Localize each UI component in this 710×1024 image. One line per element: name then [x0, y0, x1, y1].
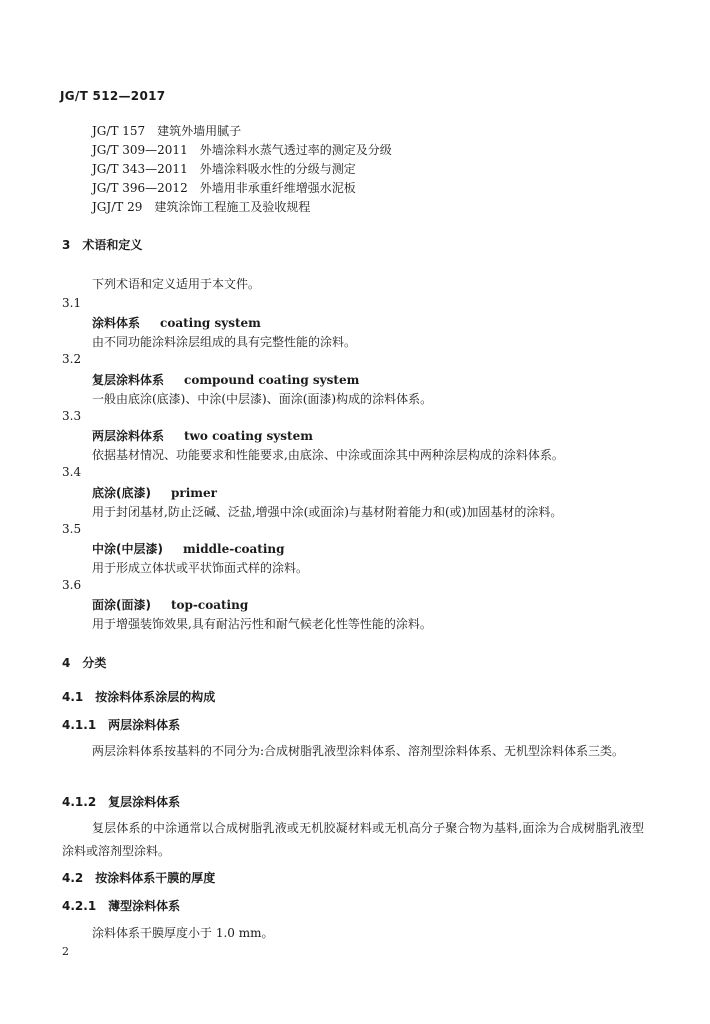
term-definition: 依据基材情况、功能要求和性能要求,由底涂、中涂或面涂其中两种涂层构成的涂料体系。	[92, 448, 564, 462]
term-zh: 复层涂料体系	[92, 373, 165, 387]
paragraph: 涂料体系干膜厚度小于 1.0 mm。	[92, 926, 274, 940]
term-definition: 一般由底涂(底漆)、中涂(中层漆)、面涂(面漆)构成的涂料体系。	[92, 392, 433, 406]
term-title	[92, 427, 313, 444]
term-definition: 用于增强装饰效果,具有耐沾污性和耐气候老化性等性能的涂料。	[92, 617, 432, 631]
subsection-heading: 4.2.1 薄型涂料体系	[62, 899, 181, 913]
term-title	[92, 596, 248, 613]
term-en: coating system	[160, 316, 261, 330]
reference-item: JGJ/T 29 建筑涂饰工程施工及验收规程	[92, 200, 311, 214]
term-en: compound coating system	[184, 373, 360, 387]
subsection-heading: 4.2 按涂料体系干膜的厚度	[62, 871, 216, 885]
term-en: middle-coating	[182, 542, 285, 556]
section-heading: 4 分类	[62, 656, 107, 670]
term-zh: 中涂(中层漆)	[92, 542, 163, 556]
term-en: two coating system	[184, 429, 313, 443]
term-title	[92, 540, 285, 557]
term-zh: 面涂(面漆)	[92, 598, 151, 612]
term-number: 3.3	[62, 409, 82, 423]
subsection-heading: 4.1 按涂料体系涂层的构成	[62, 690, 216, 704]
term-en: primer	[170, 486, 217, 500]
term-title	[92, 484, 217, 501]
reference-item: JG/T 309—2011 外墙涂料水蒸气透过率的测定及分级	[92, 143, 392, 157]
reference-item: JG/T 343—2011 外墙涂料吸水性的分级与测定	[92, 162, 356, 176]
term-zh: 涂料体系	[92, 316, 141, 330]
term-number: 3.1	[62, 296, 82, 310]
term-number: 3.6	[62, 578, 82, 592]
term-title	[92, 314, 261, 331]
document-code: JG/T 512—2017	[60, 89, 166, 103]
reference-item: JG/T 396—2012 外墙用非承重纤维增强水泥板	[92, 181, 356, 195]
page-number: 2	[62, 945, 69, 958]
term-zh: 底涂(底漆)	[92, 486, 151, 500]
term-definition: 用于形成立体状或平状饰面式样的涂料。	[92, 561, 309, 575]
term-zh: 两层涂料体系	[92, 429, 165, 443]
section-heading: 3 术语和定义	[62, 238, 143, 252]
section-intro: 下列术语和定义适用于本文件。	[92, 277, 261, 291]
term-number: 3.2	[62, 352, 82, 366]
subsection-heading: 4.1.1 两层涂料体系	[62, 718, 181, 732]
paragraph: 两层涂料体系按基料的不同分为:合成树脂乳液型涂料体系、溶剂型涂料体系、无机型涂料体系三类。	[92, 744, 625, 758]
term-definition: 用于封闭基材,防止泛碱、泛盐,增强中涂(或面涂)与基材附着能力和(或)加固基材的涂料。	[92, 505, 563, 519]
paragraph: 复层体系的中涂通常以合成树脂乳液或无机胶凝材料或无机高分子聚合物为基料,面涂为合成树脂乳液型涂料或溶剂型涂料。	[62, 821, 644, 858]
term-definition: 由不同功能涂料涂层组成的具有完整性能的涂料。	[92, 335, 357, 349]
term-en: top-coating	[170, 598, 249, 612]
term-number: 3.4	[62, 465, 82, 479]
term-number: 3.5	[62, 522, 82, 536]
subsection-heading: 4.1.2 复层涂料体系	[62, 795, 181, 809]
term-title	[92, 371, 359, 388]
reference-item: JG/T 157 建筑外墙用腻子	[92, 124, 242, 138]
